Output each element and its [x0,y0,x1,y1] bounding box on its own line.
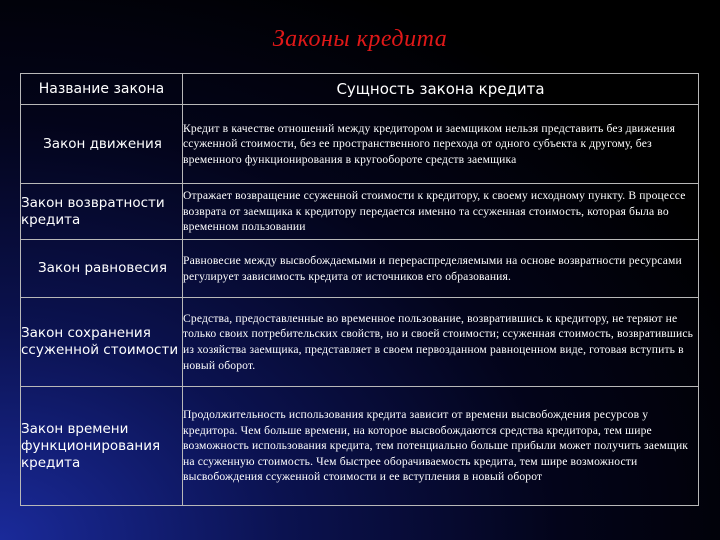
table-header-row [21,74,699,105]
slide-title: Законы кредита [272,26,448,52]
header-law-name: Название закона [21,74,183,105]
laws-table [20,73,699,506]
law-name: Закон сохранения ссуженной стоимости [21,298,183,387]
law-name: Закон равновесия [21,240,183,298]
table-row [21,240,699,298]
law-name: Закон возвратности кредита [21,184,183,240]
law-description: Кредит в качестве отношений между кредитором и заемщиком нельзя представить без движения ссуженной стоимости, без ее пространственного перехода от одного субъекта к другому, без временного функционирования в кругообороте средств заемщика [183,105,699,184]
table-row [21,184,699,240]
table-row [21,298,699,387]
table-row [21,387,699,506]
law-description: Отражает возвращение ссуженной стоимости к кредитору, к своему исходному пункту. В процессе возврата от заемщика к кредитору передается именно та ссуженная стоимость, которая была во временном пользовании [183,184,699,240]
law-description: Продолжительность использования кредита зависит от времени высвобождения ресурсов у кредитора. Чем больше времени, на которое высвобождаются средства кредитора, тем шире возможность использования кредита, тем потенциально больше прибыли может получить заемщик на ссуженную стоимость. Чем быстрее оборачиваемость кредита, тем шире возможности высвобождения ссуженной стоимости и ее вступления в новый оборот [183,387,699,506]
law-name: Закон времени функционирования кредита [21,387,183,506]
law-description: Средства, предоставленные во временное пользование, возвратившись к кредитору, не теряют не только своих потребительских свойств, но и своей стоимости; ссуженная стоимость, возвратившись из хозяйства заемщика, представляет в своем первозданном равноценном виде, готовая вступить в новый оборот. [183,298,699,387]
law-description: Равновесие между высвобождаемыми и перераспределяемыми на основе возвратности ресурсами регулирует зависимость кредита от источников его образования. [183,240,699,298]
law-name: Закон движения [21,105,183,184]
table-row [21,105,699,184]
header-law-essence: Сущность закона кредита [183,74,699,105]
